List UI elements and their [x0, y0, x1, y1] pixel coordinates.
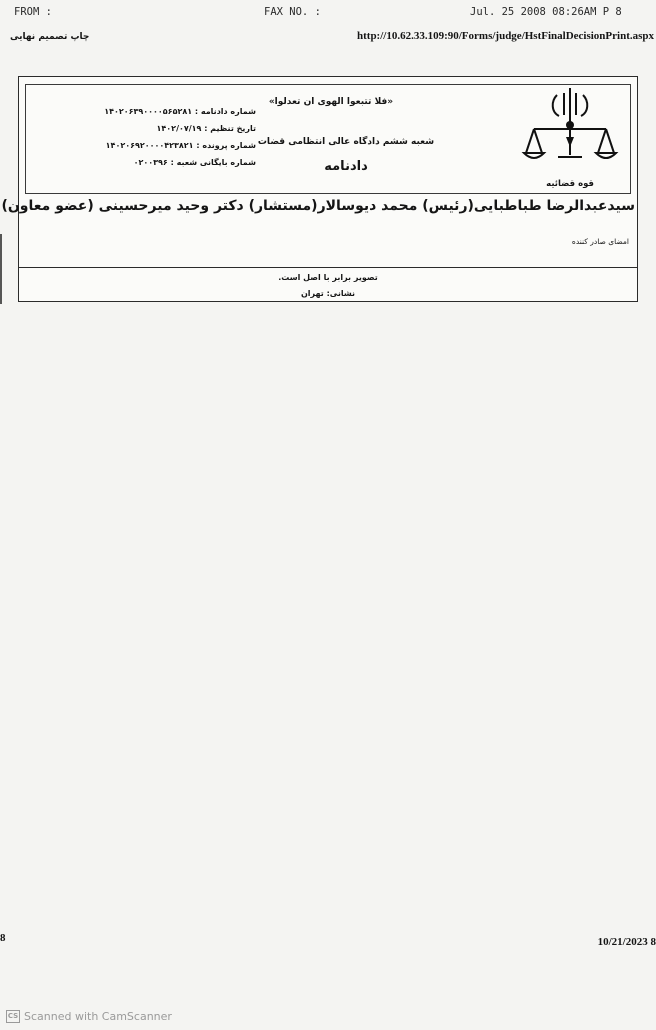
scanner-text: Scanned with CamScanner [24, 1010, 172, 1023]
meta-case-number: شماره پرونده : ۱۴۰۲۰۶۹۲۰۰۰۰۴۲۳۸۲۱ [105, 141, 256, 150]
print-page-label: چاپ تصمیم نهایی [10, 32, 90, 42]
fax-from: FROM : [14, 6, 52, 18]
page-url: http://10.62.33.109:90/Forms/judge/HstFinalDecisionPrint.aspx [357, 30, 654, 42]
judiciary-emblem-icon [520, 85, 620, 177]
certification-text: تصویر برابر با اصل است. [278, 273, 378, 282]
camscanner-logo-icon: CS [6, 1010, 20, 1023]
scanner-watermark [6, 1010, 172, 1023]
scan-edge [0, 234, 2, 304]
meta-issue-date: تاریخ تنظیم : ۱۴۰۲/۰۷/۱۹ [156, 124, 256, 133]
emblem [520, 85, 620, 191]
document-header [25, 84, 631, 194]
footer-divider [19, 267, 637, 268]
judiciary-label: قوه قضائیه [546, 179, 594, 189]
page-mark: 8 [0, 932, 6, 944]
quran-verse: «فلا تتبعوا الهوى ان تعدلوا» [268, 97, 394, 107]
address-text: نشانی: تهران [300, 289, 356, 298]
decision-document [1, 76, 638, 302]
meta-archive-number: شماره بایگانی شعبه : ۰۲۰۰۳۹۶ [133, 158, 256, 167]
fax-date-page: Jul. 25 2008 08:26AM P 8 [470, 6, 622, 18]
document-title: دادنامه [324, 159, 368, 174]
signature-label: امضای صادر کننده [571, 237, 629, 246]
print-date: 10/21/2023 8 [597, 936, 656, 948]
meta-decision-number: شماره دادنامه : ۱۴۰۲۰۶۳۹۰۰۰۰۵۶۵۲۸۱ [104, 107, 256, 116]
fax-number: FAX NO. : [264, 6, 321, 18]
judges-panel: سیدعبدالرضا طباطبایی(رئیس) محمد دیوسالار(مستشار) دکتر وحید میرحسینی (عضو معاون) [1, 198, 635, 214]
document-metadata [76, 103, 256, 171]
court-name: شعبه ششم دادگاه عالی انتظامی قضات [257, 137, 435, 147]
